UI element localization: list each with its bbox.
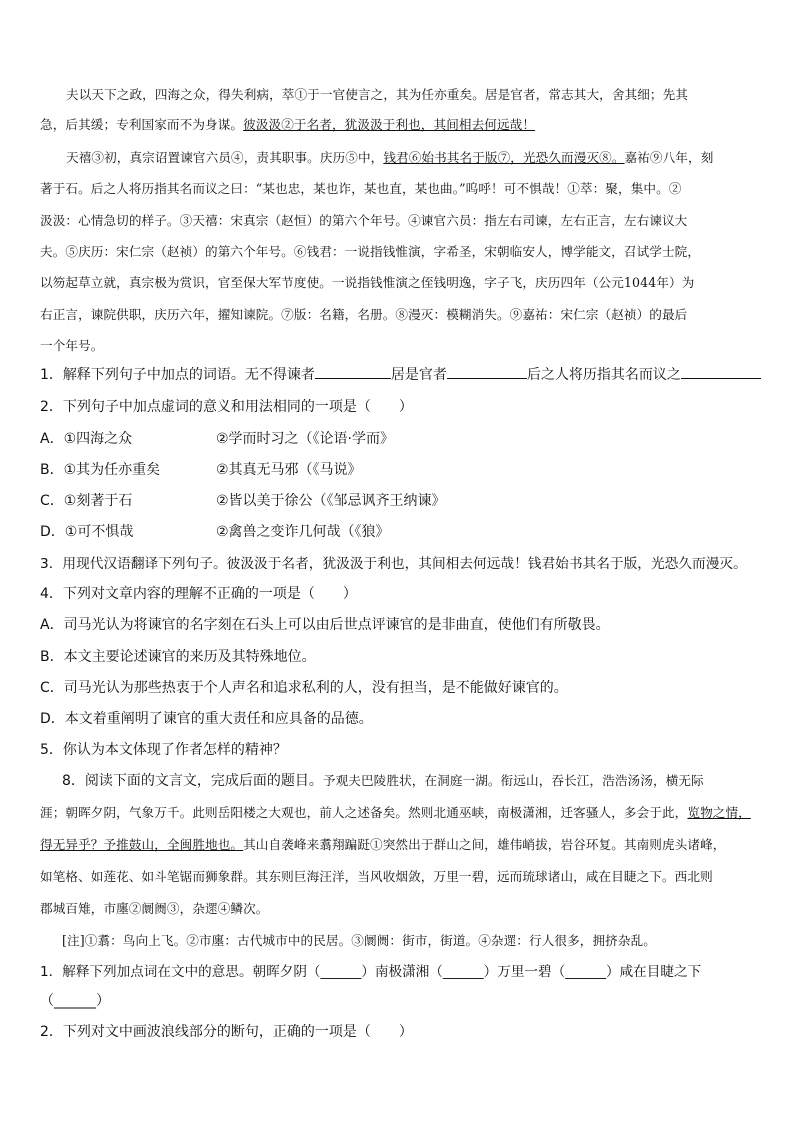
section-intro: 8．阅读下面的文言文，完成后面的题目。 xyxy=(62,773,323,789)
question-2: 2．下列句子中加点虚词的意义和用法相同的一项是（ ） xyxy=(40,399,413,415)
underlined-sentence: 彼汲汲②于名者，犹汲汲于利也，其间相去何远哉！ xyxy=(243,117,536,132)
passage1-line: 以笏起草立就，真宗极为赏识，官至保大军节度使。一说指钱惟演之侄钱明逸，字子飞，庆历四年（公元1044年）为 xyxy=(40,275,695,290)
passage1-line: 夫以天下之政，四海之众，得失利病，萃①于一官使言之，其为任亦重矣。居是官者，常志其大，舍其细；先其 xyxy=(66,87,688,102)
question-text: 1．解释下列句子中加点的词语。无不得谏者 xyxy=(40,367,315,383)
option-row[interactable]: B．本文主要论述谏官的来历及其特殊地位。 xyxy=(40,649,316,665)
passage2-text: 涯；朝晖夕阴，气象万千。此则岳阳楼之大观也，前人之述备矣。然则北通巫峡，南极潇湘，迁客骚人，多会于此， xyxy=(40,805,688,820)
option-b-text: ②皆以美于徐公（《邹忌讽齐王纳谏》 xyxy=(216,493,446,509)
answer-blank[interactable] xyxy=(447,366,527,379)
passage2-line: 郡城百雉，市廛②阛阓③，杂遝④鳞次。 xyxy=(40,901,269,916)
passage2-line xyxy=(40,802,751,821)
underlined-sentence: 览物之情， xyxy=(687,805,751,820)
option-a-text: D．①可不惧哉 xyxy=(40,524,134,540)
passage1-line xyxy=(66,147,713,166)
underlined-sentence: 得无异乎？ xyxy=(40,837,104,852)
passage2-line xyxy=(62,770,704,790)
passage2-text: 予观夫巴陵胜状，在洞庭一湖。衔远山，吞长江，浩浩汤汤，横无际 xyxy=(322,773,704,788)
option-a-text: B．①其为任亦重矣 xyxy=(40,462,161,478)
passage1-line: 汲汲：心情急切的样子。③天禧：宋真宗（赵恒）的第六个年号。④谏官六员：指左右司谏，左右正言，左右谏议大 xyxy=(40,213,688,228)
question-2: 2．下列对文中画波浪线部分的断句，正确的一项是（ ） xyxy=(40,1024,413,1040)
underlined-sentence: 钱君⑥始书其名于版⑦，光恐久而漫灭⑧。 xyxy=(383,150,625,165)
question-1-continued: （______） xyxy=(40,993,110,1009)
passage1-line: 著于石。后之人将历指其名而议之曰：“某也忠，某也诈，某也直，某也曲。”呜呼！可不惧哉！①萃：聚，集中。② xyxy=(40,181,682,196)
question-4: 4．下列对文章内容的理解不正确的一项是（ ） xyxy=(40,586,357,602)
question-text: 居是官者 xyxy=(390,367,447,383)
option-row[interactable] xyxy=(40,521,390,541)
answer-blank[interactable] xyxy=(315,366,391,379)
option-row[interactable]: D．本文着重阐明了谏官的重大责任和应具备的品德。 xyxy=(40,711,373,727)
option-row[interactable]: A．司马光认为将谏官的名字刻在石头上可以由后世点评谏官的是非曲直，使他们有所敬畏。 xyxy=(40,617,610,633)
option-b-text: ②禽兽之变诈几何哉（《狼》 xyxy=(216,524,390,540)
option-a-text: C．①刻著于石 xyxy=(40,493,133,509)
passage1-text: 天禧③初，真宗诏置谏官六员④，责其职事。庆历⑤中， xyxy=(66,150,384,165)
question-1 xyxy=(40,364,761,384)
answer-blank[interactable] xyxy=(681,366,761,379)
option-b-text: ②学而时习之（《论语·学而》 xyxy=(216,431,395,447)
passage1-line xyxy=(40,114,535,133)
underlined-sentence: 予推鼓山，全闽胜地也。 xyxy=(103,837,244,852)
passage2-text: 其山自袭峰来翥翔蹁跹①突然出于群山之间，雄伟峭拔，岩谷环复。其南则虎头诸峰， xyxy=(243,837,726,852)
option-row[interactable]: C．司马光认为那些热衷于个人声名和追求私利的人，没有担当，是不能做好谏官的。 xyxy=(40,680,568,696)
option-row[interactable] xyxy=(40,459,362,479)
question-5: 5．你认为本文体现了作者怎样的精神？ xyxy=(40,742,287,758)
passage1-line: 一个年号。 xyxy=(40,338,104,353)
question-3: 3．用现代汉语翻译下列句子。彼汲汲于名者，犹汲汲于利也，其间相去何远哉！钱君始书其名于版，光恐久而漫灭。 xyxy=(40,556,747,572)
question-text: 后之人将历指其名而议之 xyxy=(526,367,681,383)
question-1: 1．解释下列加点词在文中的意思。朝晖夕阴（______）南极潇湘（______）万里一碧（______）咸在目睫之下 xyxy=(40,964,702,980)
passage1-line: 右正言，谏院供职，庆历六年，擢知谏院。⑦版：名籍，名册。⑧漫灭：模糊消失。⑨嘉祐：宋仁宗（赵祯）的最后 xyxy=(40,307,688,322)
passage1-line: 夫。⑤庆历：宋仁宗（赵祯）的第六个年号。⑥钱君：一说指钱惟演，字希圣，宋朝临安人，博学能文，召试学士院， xyxy=(40,244,701,259)
passage1-text: 嘉祐⑨八年，刻 xyxy=(624,150,714,165)
annotation-note: [注]①翥：鸟向上飞。②市廛：古代城市中的民居。③阛阓：街市，街道。④杂遝：行人很多，拥挤杂乱。 xyxy=(62,933,656,948)
option-b-text: ②其真无马邪（《马说》 xyxy=(216,462,362,478)
passage2-line: 如笔格、如莲花、如斗笔锯而狮象群。其东则巨海汪洋，当风收烟敛，万里一碧，远而琉球诸山，咸在目睫之下。西北则 xyxy=(40,869,713,884)
passage1-text: 急，后其缓；专利国家而不为身谋。 xyxy=(40,117,244,132)
option-a-text: A．①四海之众 xyxy=(40,431,133,447)
passage2-line xyxy=(40,834,725,853)
option-row[interactable] xyxy=(40,428,394,448)
option-row[interactable] xyxy=(40,490,446,510)
